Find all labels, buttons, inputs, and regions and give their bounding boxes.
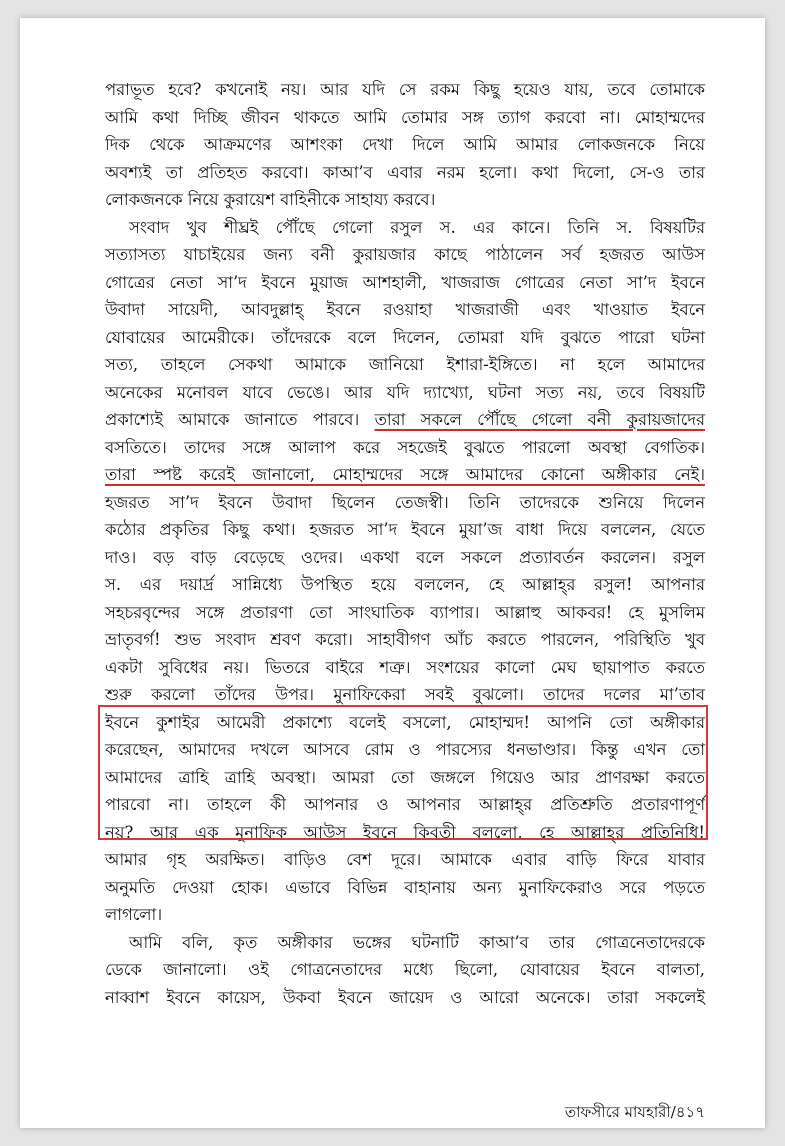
text-line-mixed: [105, 406, 705, 434]
text-line: হজরত সা’দ ইবনে উবাদা ছিলেন তেজস্বী। তিনি তাদেরকে শুনিয়ে দিলেন: [105, 492, 705, 512]
document-page: [20, 18, 765, 1128]
text-line: স. এর দয়ার্দ্র সান্নিধ্যে উপস্থিত হয়ে বললেন, হে আল্লাহ্‌র রসুল! আপনার: [105, 575, 705, 594]
text-line: উবাদা সায়েদী, আবদুল্লাহ্ ইবনে রওয়াহা খাজরাজী এবং খাওয়াত ইবনে: [105, 300, 705, 319]
text-line: আমার গৃহ অরক্ষিত। বাড়িও বেশ দূরে। আমাকে এবার বাড়ি ফিরে যাবার: [105, 850, 705, 869]
text-line: নাব্বাশ ইবনে কায়েস, উকবা ইবনে জায়েদ ও আরো অনেকে। তারা সকলেই: [105, 987, 705, 1007]
text-line: লোকজনকে নিয়ে কুরায়েশ বাহিনীকে সাহায্য করবে।: [105, 190, 436, 209]
text-line: শুরু করলো তাঁদের উপর। মুনাফিকেরা সবই বুঝলো। তাদের দলের মা’তাব: [105, 685, 705, 704]
highlight-box: [98, 705, 708, 840]
text-line: দিক থেকে আক্রমণের আশংকা দেখা দিলে আমি আমার লোকজনকে নিয়ে: [105, 135, 705, 154]
text-line: ভ্রাতৃবর্গ! শুভ সংবাদ শ্রবণ করো। সাহাবীগণ আঁচ করতে পারলেন, পরিস্থিতি খুব: [105, 630, 705, 649]
text-line: সহচরবৃন্দের সঙ্গে প্রতারণা তো সাংঘাতিক ব্যাপার। আল্লাহু আকবর! হে মুসলিম: [105, 602, 705, 622]
body-text: [105, 76, 705, 1011]
boxed-text-line: পারবো না। তাহলে কী আপনার ও আপনার আল্লাহ্‌র প্রতিশ্রুতি প্রতারণাপূর্ণ: [105, 795, 705, 814]
text-line: আমি কথা দিচ্ছি জীবন থাকতে আমি তোমার সঙ্গ ত্যাগ করবো না। মোহাম্মদের: [105, 107, 705, 127]
text-line: ডেকে জানালো। ওই গোত্রনেতাদের মধ্যে ছিলো, যোবায়ের ইবনে বালতা,: [105, 960, 705, 979]
text-line: অনুমতি দেওয়া হোক। এভাবে বিভিন্ন বাহানায় অন্য মুনাফিকেরাও সরে পড়তে: [105, 877, 705, 897]
text-line: অনেকের মনোবল যাবে ভেঙে। আর যদি দ্যাখ্যো, ঘটনা সত্য নয়, তবে বিষয়টি: [105, 382, 705, 402]
page-footer: তাফসীরে মাযহারী/৪১৭: [564, 1103, 705, 1121]
boxed-text-line: ইবনে কুশাইর আমেরী প্রকাশ্যে বলেই বসলো, মোহাম্মদ! আপনি তো অঙ্গীকার: [105, 712, 705, 732]
underlined-text: তারা সকলে পৌঁছে গেলো বনী কুরায়জাদের: [374, 410, 706, 429]
boxed-text-line: নয়? আর এক মুনাফিক আউস ইবনে কিবতী বললো, হে আল্লাহ্‌র প্রতিনিধি!: [105, 822, 705, 842]
underlined-text-line: তারা স্পষ্ট করেই জানালো, মোহাম্মদের সঙ্গে আমাদের কোনো অঙ্গীকার নেই।: [105, 465, 705, 484]
text-line: কঠোর প্রকৃতির কিছু কথা। হজরত সা’দ ইবনে মুয়া’জ বাধা দিয়ে বললেন, যেতে: [105, 520, 705, 539]
text-line: সংবাদ খুব শীঘ্রই পৌঁছে গেলো রসুল স. এর কানে। তিনি স. বিষয়টির: [129, 217, 705, 237]
text-line: আমি বলি, কৃত অঙ্গীকার ভঙ্গের ঘটনাটি কাআ’ব তার গোত্রনেতাদেরকে: [129, 932, 705, 952]
text-line: বসতিতে। তাদের সঙ্গে আলাপ করে সহজেই বুঝতে পারলো অবস্থা বেগতিক।: [105, 437, 705, 457]
text-segment: প্রকাশ্যেই আমাকে জানাতে পারবে।: [105, 410, 360, 429]
boxed-text-line: আমাদের ত্রাহি ত্রাহি অবস্থা। আমরা তো জঙ্গলে গিয়েও আর প্রাণরক্ষা করতে: [105, 767, 705, 787]
text-line: অবশ্যই তা প্রতিহত করবো। কাআ’ব এবার নরম হলো। কথা দিলো, সে-ও তার: [105, 162, 705, 182]
text-line: একটা সুবিধের নয়। ভিতরে বাইরে শত্রু। সংশয়ের কালো মেঘ ছায়াপাত করতে: [105, 657, 705, 677]
text-line: পরাভূত হবে? কখনোই নয়। আর যদি সে রকম কিছু হয়েও যায়, তবে তোমাকে: [105, 80, 705, 99]
boxed-text-line: করেছেন, আমাদের দখলে আসবে রোম ও পারস্যের ধনভাণ্ডার। কিন্তু এখন তো: [105, 740, 705, 759]
text-line: গোত্রের নেতা সা’দ ইবনে মুয়াজ আশহালী, খাজরাজ গোত্রের নেতা সা’দ ইবনে: [105, 272, 705, 292]
text-line: সত্য, তাহলে সেকথা আমাকে জানিয়ো ইশারা-ইঙ্গিতে। না হলে আমাদের: [105, 355, 705, 374]
text-line: যোবায়ের আমেরীকে। তাঁদেরকে বলে দিলেন, তোমরা যদি বুঝতে পারো ঘটনা: [105, 327, 705, 347]
text-line: সত্যাসত্য যাচাইয়ের জন্য বনী কুরায়জার কাছে পাঠালেন সর্ব হজরত আউস: [105, 245, 705, 264]
text-line: লাগলো।: [105, 905, 163, 924]
text-line: দাও। বড় বাড় বেড়েছে ওদের। একথা বলে সকলে প্রত্যাবর্তন করলেন। রসুল: [105, 547, 705, 567]
